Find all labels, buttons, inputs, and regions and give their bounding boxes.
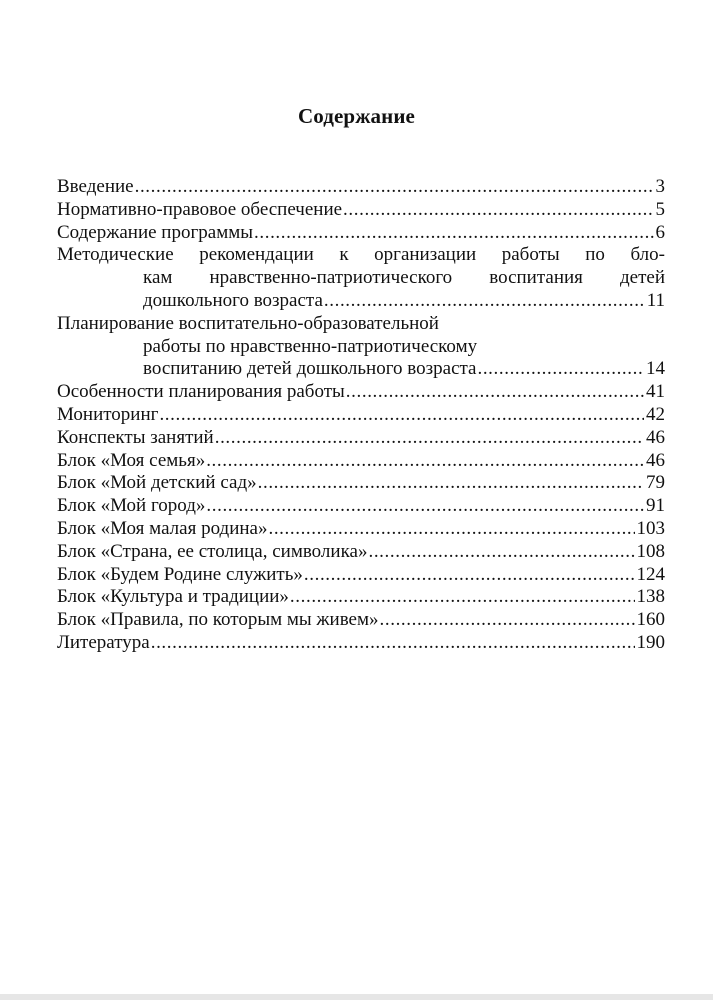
toc-entry-label: Мониторинг <box>57 403 159 425</box>
toc-entry-label: Блок «Будем Родине служить» <box>57 563 303 585</box>
toc-entry-page: 3 <box>655 176 665 197</box>
toc-entry-label: Конспекты занятий <box>57 426 214 448</box>
table-of-contents <box>57 176 665 655</box>
toc-entry-page: 190 <box>636 631 665 653</box>
toc-entry-konspekty <box>57 427 665 450</box>
toc-entry-page: 124 <box>636 563 665 585</box>
toc-entry-label: Нормативно-правовое обеспечение <box>57 198 343 220</box>
toc-entry-page: 79 <box>646 472 665 494</box>
toc-entry-blok-semya <box>57 450 665 473</box>
toc-entry-label: Литература <box>57 631 150 653</box>
toc-entry-label: Блок «Мой город» <box>57 495 206 517</box>
toc-leader-dots <box>258 472 644 495</box>
toc-entry-soderzhanie-programmy <box>57 222 665 245</box>
toc-entry-label: дошкольного возраста <box>143 289 323 311</box>
toc-entry-osobennosti <box>57 381 665 404</box>
toc-entry-page: 46 <box>646 426 665 448</box>
toc-entry-label: Блок «Моя малая родина» <box>57 517 268 539</box>
toc-entry-line: Планирование воспитательно-образовательной <box>57 312 439 334</box>
toc-entry-blok-pravila <box>57 609 665 632</box>
toc-entry-page: 5 <box>655 198 665 220</box>
toc-leader-dots <box>380 609 635 632</box>
toc-entry-literatura <box>57 632 665 655</box>
toc-entry-metod <box>57 244 665 312</box>
toc-entry-line: работы по нравственно-патриотическому <box>143 335 478 357</box>
toc-entry-label: Содержание программы <box>57 221 254 243</box>
page-title: Содержание <box>298 104 415 128</box>
toc-entry-page: 41 <box>646 381 665 403</box>
toc-entry-page: 103 <box>636 517 665 539</box>
toc-leader-dots <box>159 404 644 427</box>
toc-entry-vvedenie <box>57 176 665 199</box>
toc-entry-label: Введение <box>57 176 134 197</box>
toc-leader-dots <box>324 290 645 313</box>
toc-entry-page: 11 <box>646 289 665 311</box>
toc-entry-label: Блок «Правила, по которым мы живем» <box>57 609 379 631</box>
toc-entry-blok-detsad <box>57 472 665 495</box>
toc-leader-dots <box>151 632 635 655</box>
toc-entry-page: 46 <box>646 449 665 471</box>
toc-entry-label: Блок «Страна, ее столица, символика» <box>57 540 368 562</box>
toc-leader-dots <box>304 564 635 587</box>
toc-entry-label: Блок «Моя семья» <box>57 449 206 471</box>
toc-entry-label: Особенности планирования работы <box>57 381 345 403</box>
toc-entry-page: 160 <box>636 609 665 631</box>
page-bottom-edge <box>0 994 713 1000</box>
toc-leader-dots <box>477 358 644 381</box>
toc-entry-line: Методические рекомендации к организации работы по бло- <box>57 244 665 266</box>
toc-leader-dots <box>254 222 653 245</box>
toc-entry-page: 42 <box>646 403 665 425</box>
toc-leader-dots <box>343 199 653 222</box>
toc-entry-blok-gorod <box>57 495 665 518</box>
toc-entry-last-line <box>57 358 665 381</box>
toc-entry-normativ <box>57 199 665 222</box>
toc-leader-dots <box>290 586 635 609</box>
toc-entry-line: кам нравственно-патриотического воспитания детей <box>143 267 665 289</box>
toc-entry-blok-rodina <box>57 518 665 541</box>
toc-leader-dots <box>206 450 644 473</box>
toc-leader-dots <box>268 518 634 541</box>
toc-entry-blok-kultura <box>57 586 665 609</box>
toc-leader-dots <box>135 176 654 199</box>
toc-leader-dots <box>346 381 644 404</box>
toc-entry-label: воспитанию детей дошкольного возраста <box>143 358 477 380</box>
toc-entry-blok-strana <box>57 541 665 564</box>
toc-entry-planirovanie <box>57 313 665 381</box>
toc-entry-page: 91 <box>646 495 665 517</box>
toc-leader-dots <box>368 541 634 564</box>
toc-leader-dots <box>215 427 644 450</box>
toc-entry-page: 108 <box>636 540 665 562</box>
toc-entry-blok-sluzhit <box>57 564 665 587</box>
toc-entry-label: Блок «Мой детский сад» <box>57 472 257 494</box>
toc-entry-last-line <box>57 290 665 313</box>
toc-entry-page: 6 <box>655 221 665 243</box>
toc-entry-page: 14 <box>646 358 665 380</box>
toc-entry-monitoring <box>57 404 665 427</box>
toc-entry-page: 138 <box>636 586 665 608</box>
toc-leader-dots <box>206 495 644 518</box>
toc-entry-label: Блок «Культура и традиции» <box>57 586 289 608</box>
